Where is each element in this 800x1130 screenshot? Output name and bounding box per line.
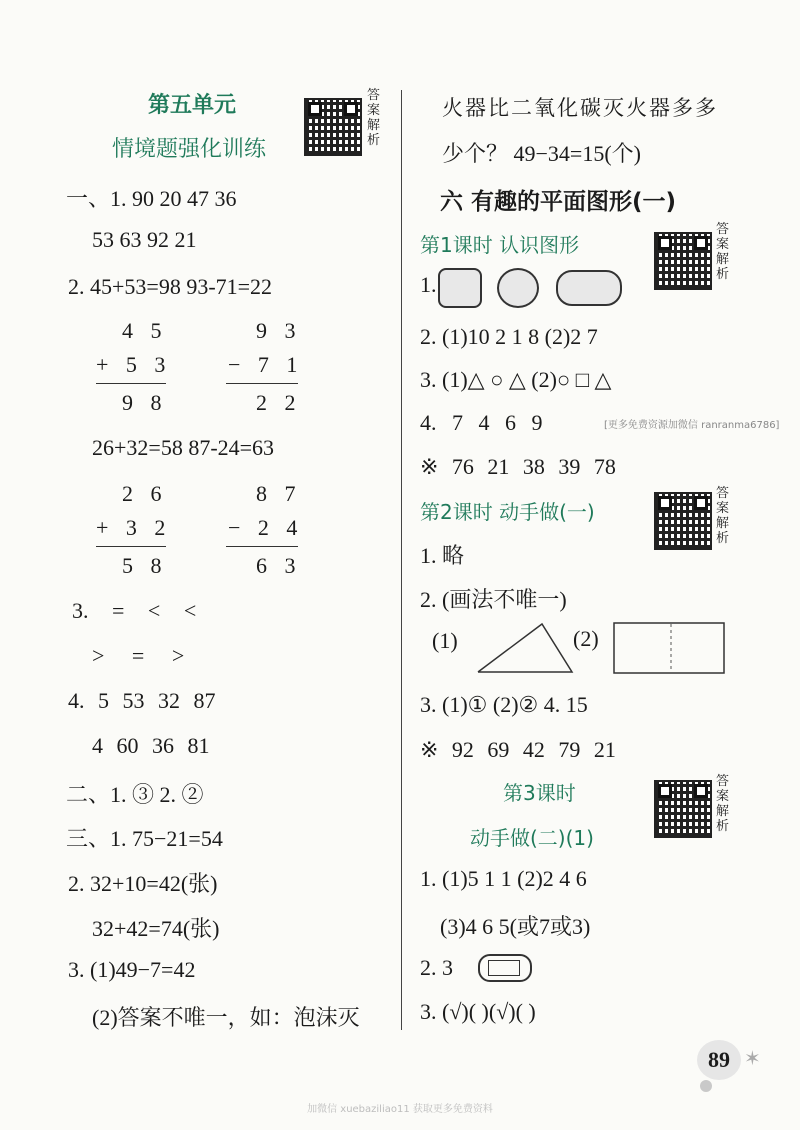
answer-line: (3)4 6 5(或7或3) [440,914,591,939]
vertical-calc-mid: − 7 1 [228,352,304,377]
answer-line: 2. 45+53=98 93-71=22 [68,274,273,299]
answer-line: (2)答案不唯一，如：泡沫灭 [92,1005,360,1030]
calc-rule [96,546,166,547]
circle-shape-icon [497,268,539,308]
unit-subtitle: 情境题强化训练 [112,137,267,162]
answer-line: 26+32=58 87-24=63 [92,435,275,460]
chapter-title: 六 有趣的平面图形(一) [440,189,677,215]
vertical-calc-result: 9 8 [122,390,168,415]
answer-line: 4. 7 4 6 9 [420,410,543,435]
qr-label: 答案解析 [716,774,730,834]
answer-line: 2. (画法不唯一) [420,587,567,612]
lesson-title: 第3课时 [503,781,576,805]
answer-line: 3. (1)49−7=42 [68,957,196,982]
vertical-calc-result: 6 3 [256,553,302,578]
calc-rule [96,383,166,384]
answer-line: ※ 76 21 38 39 78 [420,454,616,479]
vertical-calc-top: 4 5 [122,318,168,343]
vertical-calc-result: 2 2 [256,390,302,415]
answer-line: 3. (√)( )(√)( ) [420,999,536,1024]
answer-line: 火器比二氧化碳灭火器多多 [442,96,718,120]
rectangle-drawing [613,622,725,674]
qr-label: 答案解析 [716,486,730,546]
qr-code-icon[interactable] [654,492,712,550]
page-number: 89 [697,1040,741,1080]
qr-code-icon[interactable] [654,232,712,290]
rounded-square-shape-icon [438,268,482,308]
qr-code-icon[interactable] [304,98,362,156]
column-divider [401,90,402,1030]
answer-line: 32+42=74(张) [92,916,220,941]
answer-line: 二、1. ③ 2. ② [66,782,204,807]
answer-line: 1. 略 [420,543,465,568]
side-note: [更多免费资源加微信 ranranma6786] [604,420,780,431]
answer-line: 2. 32+10=42(张) [68,871,218,896]
answer-line: 4. 5 53 32 87 [68,688,216,713]
answer-line: 一、1. 90 20 47 36 [66,186,237,211]
answer-line: 3. (1)① (2)② 4. 15 [420,692,588,717]
answer-line: 少个？ 49−34=15(个) [442,141,641,166]
vertical-calc-mid: − 2 4 [228,515,304,540]
figure-label: (2) [573,626,599,651]
answer-line: 1. (1)5 1 1 (2)2 4 6 [420,866,587,891]
qr-label: 答案解析 [367,88,381,148]
answer-line: 4 60 36 81 [92,733,210,758]
calc-rule [226,546,298,547]
figure-label: (1) [432,628,458,653]
decorative-dot [700,1080,712,1092]
answer-line: > = > [92,643,185,668]
footer-watermark: 加微信 xuebaziliao11 获取更多免费资料 [307,1104,493,1115]
vertical-calc-top: 8 7 [256,481,302,506]
calc-rule [226,383,298,384]
qr-code-icon[interactable] [654,780,712,838]
answer-line: 53 63 92 21 [92,227,197,252]
oval-shape-icon [556,270,622,306]
answer-line: ※ 92 69 42 79 21 [420,737,616,762]
answer-line: 2. (1)10 2 1 8 (2)2 7 [420,324,598,349]
vertical-calc-mid: + 5 3 [96,352,172,377]
vertical-calc-mid: + 3 2 [96,515,172,540]
lesson-title: 第2课时 动手做(一) [420,500,595,524]
answer-line: 三、1. 75−21=54 [66,826,223,851]
lesson-title: 第1课时 认识图形 [420,233,580,257]
unit-title: 第五单元 [148,93,237,118]
qr-label: 答案解析 [716,222,730,282]
vertical-calc-top: 2 6 [122,481,168,506]
vertical-calc-result: 5 8 [122,553,168,578]
answer-line: 3. (1)△ ○ △ (2)○ □ △ [420,367,612,392]
answer-line: 1. [420,272,437,297]
capsule-shape-icon [478,954,532,982]
lesson-subtitle: 动手做(二)(1) [470,826,594,850]
answer-line: 2. 3 [420,955,453,980]
vertical-calc-top: 9 3 [256,318,302,343]
triangle-drawing [476,620,576,676]
star-icon: ✶ [744,1046,761,1070]
answer-line: 3. = < < [72,598,197,623]
